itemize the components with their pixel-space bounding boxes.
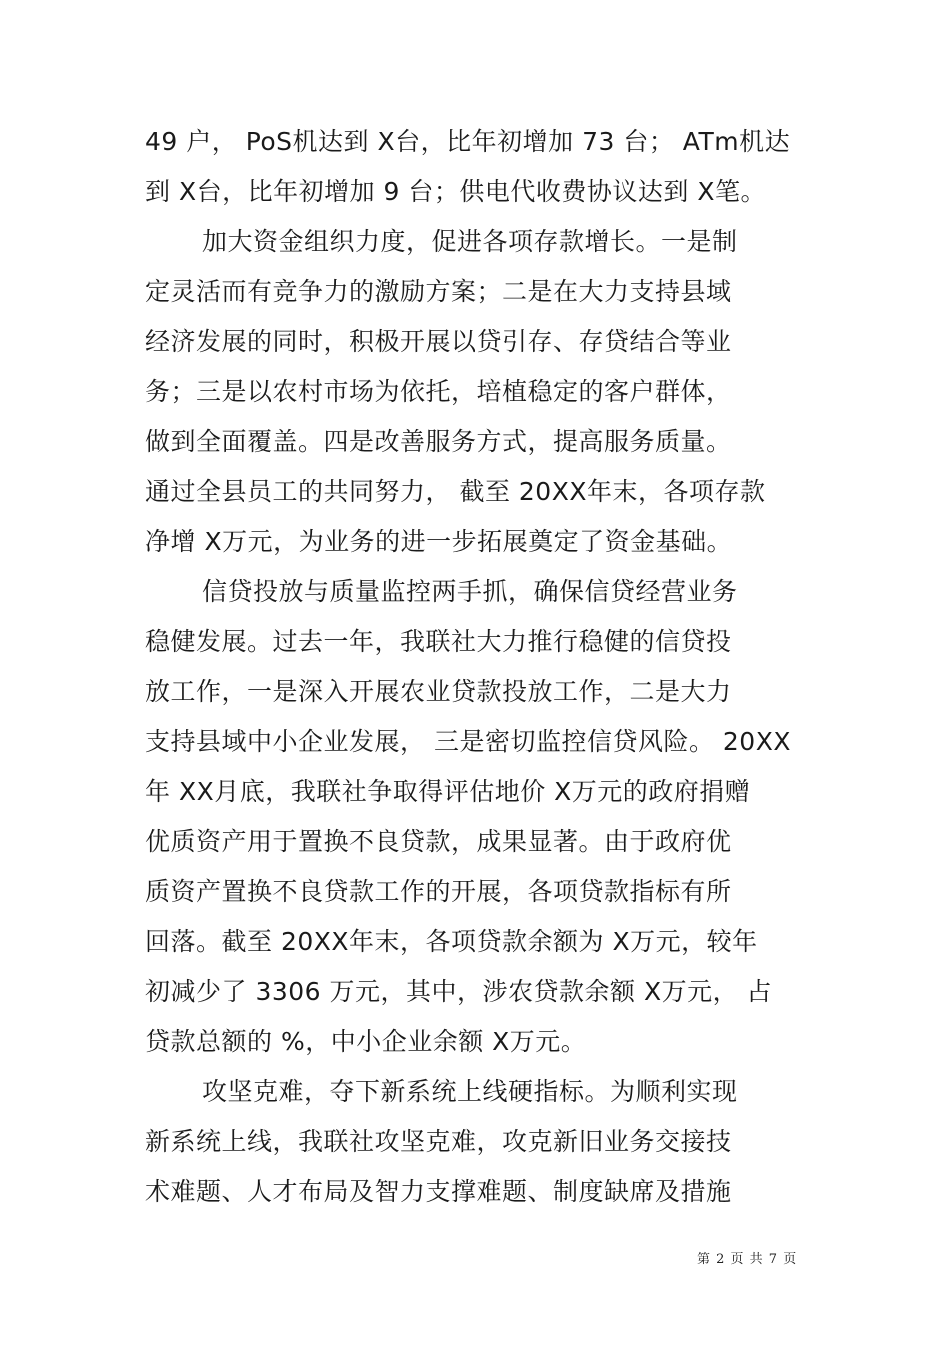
text-line: 初减少了 3306 万元，其中，涉农贷款余额 X万元， 占 — [145, 977, 773, 1006]
text-line: 质资产置换不良贷款工作的开展，各项贷款指标有所 — [145, 877, 732, 906]
paragraph-start-line: 攻坚克难，夺下新系统上线硬指标。为顺利实现 — [202, 1077, 738, 1106]
text-line: 新系统上线，我联社攻坚克难，攻克新旧业务交接技 — [145, 1127, 732, 1156]
text-line: 稳健发展。过去一年，我联社大力推行稳健的信贷投 — [145, 627, 732, 656]
text-line: 年 XX月底，我联社争取得评估地价 X万元的政府捐赠 — [145, 777, 751, 806]
text-line: 通过全县员工的共同努力， 截至 20XX年末，各项存款 — [145, 477, 766, 506]
paragraph-start-line: 加大资金组织力度，促进各项存款增长。一是制 — [202, 227, 738, 256]
text-line: 到 X台，比年初增加 9 台；供电代收费协议达到 X笔。 — [145, 177, 766, 206]
text-line: 术难题、人才布局及智力支撑难题、制度缺席及措施 — [145, 1177, 732, 1206]
text-line: 净增 X万元，为业务的进一步拓展奠定了资金基础。 — [145, 527, 733, 556]
text-line: 支持县域中小企业发展， 三是密切监控信贷风险。 20XX — [145, 727, 791, 756]
text-line: 定灵活而有竞争力的激励方案；二是在大力支持县域 — [145, 277, 732, 306]
text-line: 做到全面覆盖。四是改善服务方式，提高服务质量。 — [145, 427, 732, 456]
text-line: 优质资产用于置换不良贷款，成果显著。由于政府优 — [145, 827, 732, 856]
text-line: 回落。截至 20XX年末，各项贷款余额为 X万元，较年 — [145, 927, 758, 956]
text-line: 贷款总额的 %，中小企业余额 X万元。 — [145, 1027, 587, 1056]
paragraph-start-line: 信贷投放与质量监控两手抓，确保信贷经营业务 — [202, 577, 738, 606]
text-line: 经济发展的同时，积极开展以贷引存、存贷结合等业 — [145, 327, 732, 356]
text-line: 放工作，一是深入开展农业贷款投放工作，二是大力 — [145, 677, 732, 706]
page-number-footer: 第 2 页 共 7 页 — [697, 1252, 798, 1267]
text-line: 务；三是以农村市场为依托，培植稳定的客户群体， — [145, 377, 732, 406]
text-line: 49 户， PoS机达到 X台，比年初增加 73 台； ATm机达 — [145, 127, 791, 156]
